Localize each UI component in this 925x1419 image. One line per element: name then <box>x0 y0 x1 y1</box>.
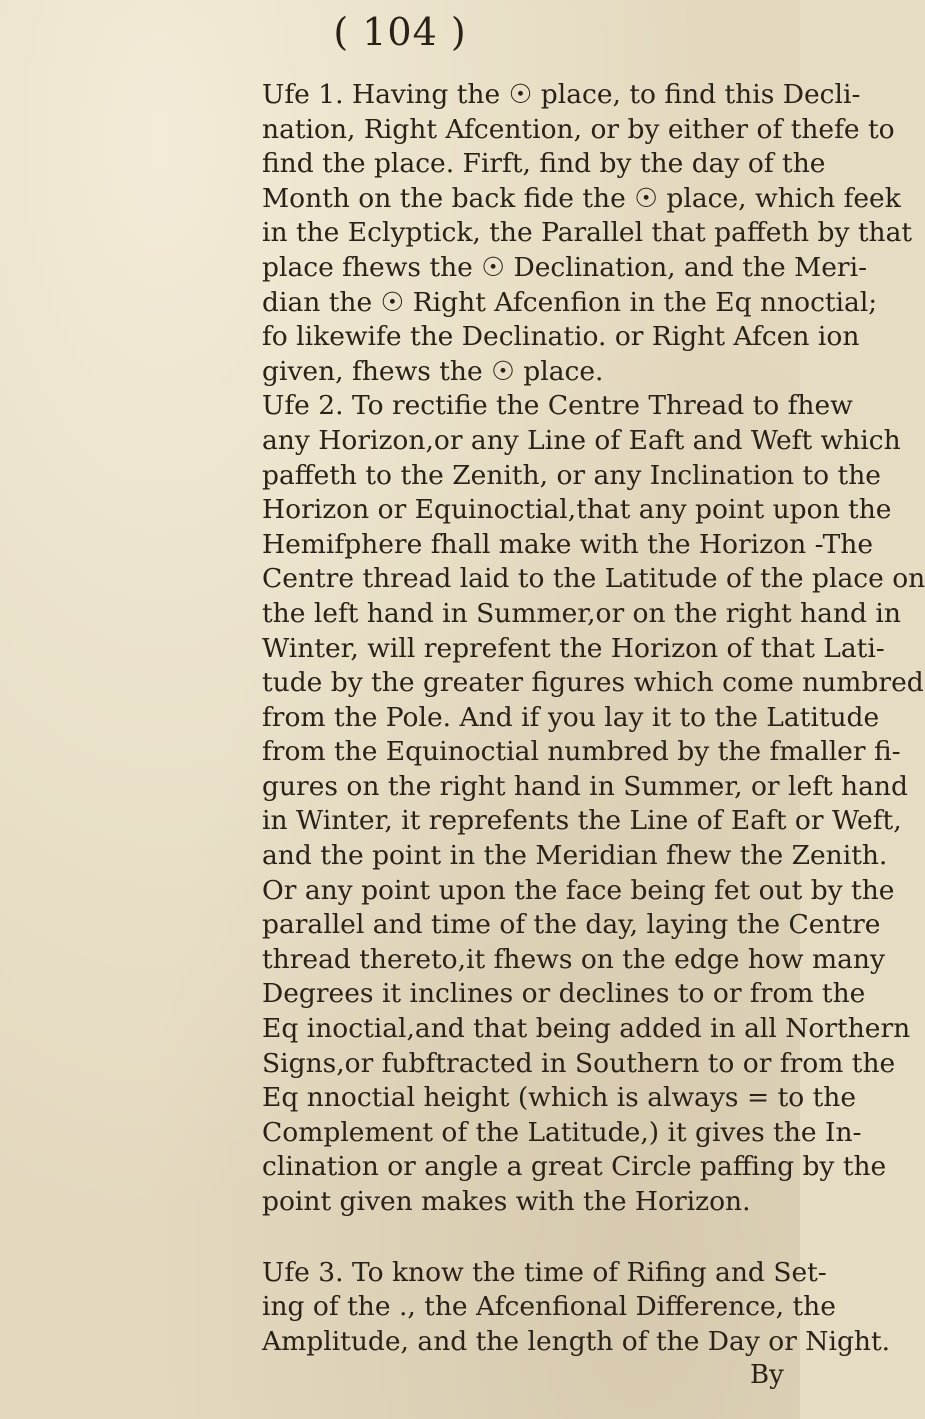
text-line: clination or angle a great Circle paffing by the <box>262 1151 887 1183</box>
text-line: from the Equinoctial numbred by the fmaller fi- <box>262 736 901 768</box>
text-line: Ufe 1. Having the ☉ place, to find this Decli- <box>262 79 861 110</box>
text-line: nation, Right Afcention, or by either of thefe to <box>262 113 895 145</box>
text-line: Centre thread laid to the Latitude of the place on <box>262 563 925 595</box>
text-line: Signs,or fubftracted in Southern to or from the <box>262 1047 896 1079</box>
text-line: any Horizon,or any Line of Eaft and Weft which <box>262 424 901 456</box>
text-line: Hemifphere fhall make with the Horizon -The <box>262 528 874 560</box>
text-line: Month on the back fide the ☉ place, which feek <box>262 182 901 214</box>
text-line: gures on the right hand in Summer, or left hand <box>262 770 908 802</box>
catchword: By <box>750 1360 784 1390</box>
text-line: given, fhews the ☉ place. <box>262 355 604 387</box>
text-line: thread thereto,it fhews on the edge how many <box>262 943 885 975</box>
text-line: Ufe 2. To rectifie the Centre Thread to fhew <box>262 390 853 422</box>
text-line: Eq nnoctial height (which is always = to the <box>262 1082 857 1114</box>
text-line: Eq inoctial,and that being added in all Northern <box>262 1013 911 1045</box>
text-line: Or any point upon the face being fet out by the <box>262 874 895 906</box>
text-line: Winter, will reprefent the Horizon of that Lati- <box>262 632 885 664</box>
text-line: ing of the ., the Afcenfional Difference, the <box>262 1291 836 1323</box>
text-line: place fhews the ☉ Declination, and the Meri- <box>262 251 868 283</box>
paragraph <box>262 389 925 1219</box>
text-line: find the place. Firft, find by the day of the <box>262 148 826 180</box>
text-line: point given makes with the Horizon. <box>262 1186 751 1217</box>
paragraph <box>262 78 913 389</box>
text-line: and the point in the Meridian fhew the Zenith. <box>262 840 888 872</box>
paragraph <box>262 1256 891 1360</box>
text-line: tude by the greater figures which come numbred <box>262 667 924 699</box>
text-line: Ufe 3. To know the time of Rifing and Set- <box>262 1256 827 1288</box>
text-line: in the Eclyptick, the Parallel that paffeth by that <box>262 217 913 249</box>
text-line: dian the ☉ Right Afcenfion in the Eq nnoctial; <box>262 286 878 318</box>
paragraph-gap <box>262 1220 782 1256</box>
body-text <box>262 78 925 1359</box>
text-line: Amplitude, and the length of the Day or Night. <box>262 1325 891 1357</box>
text-line: from the Pole. And if you lay it to the Latitude <box>262 701 880 733</box>
text-line: Degrees it inclines or declines to or from the <box>262 978 866 1010</box>
text-line: parallel and time of the day, laying the Centre <box>262 909 881 941</box>
text-line: Complement of the Latitude,) it gives the In- <box>262 1116 862 1148</box>
text-line: the left hand in Summer,or on the right hand in <box>262 597 901 629</box>
text-line: fo likewife the Declinatio. or Right Afcen ion <box>262 321 860 353</box>
text-line: in Winter, it reprefents the Line of Eaft or Weft, <box>262 805 902 837</box>
page-number: ( 104 ) <box>333 10 467 54</box>
text-line: paffeth to the Zenith, or any Inclination to the <box>262 459 881 491</box>
text-line: Horizon or Equinoctial,that any point upon the <box>262 494 892 526</box>
